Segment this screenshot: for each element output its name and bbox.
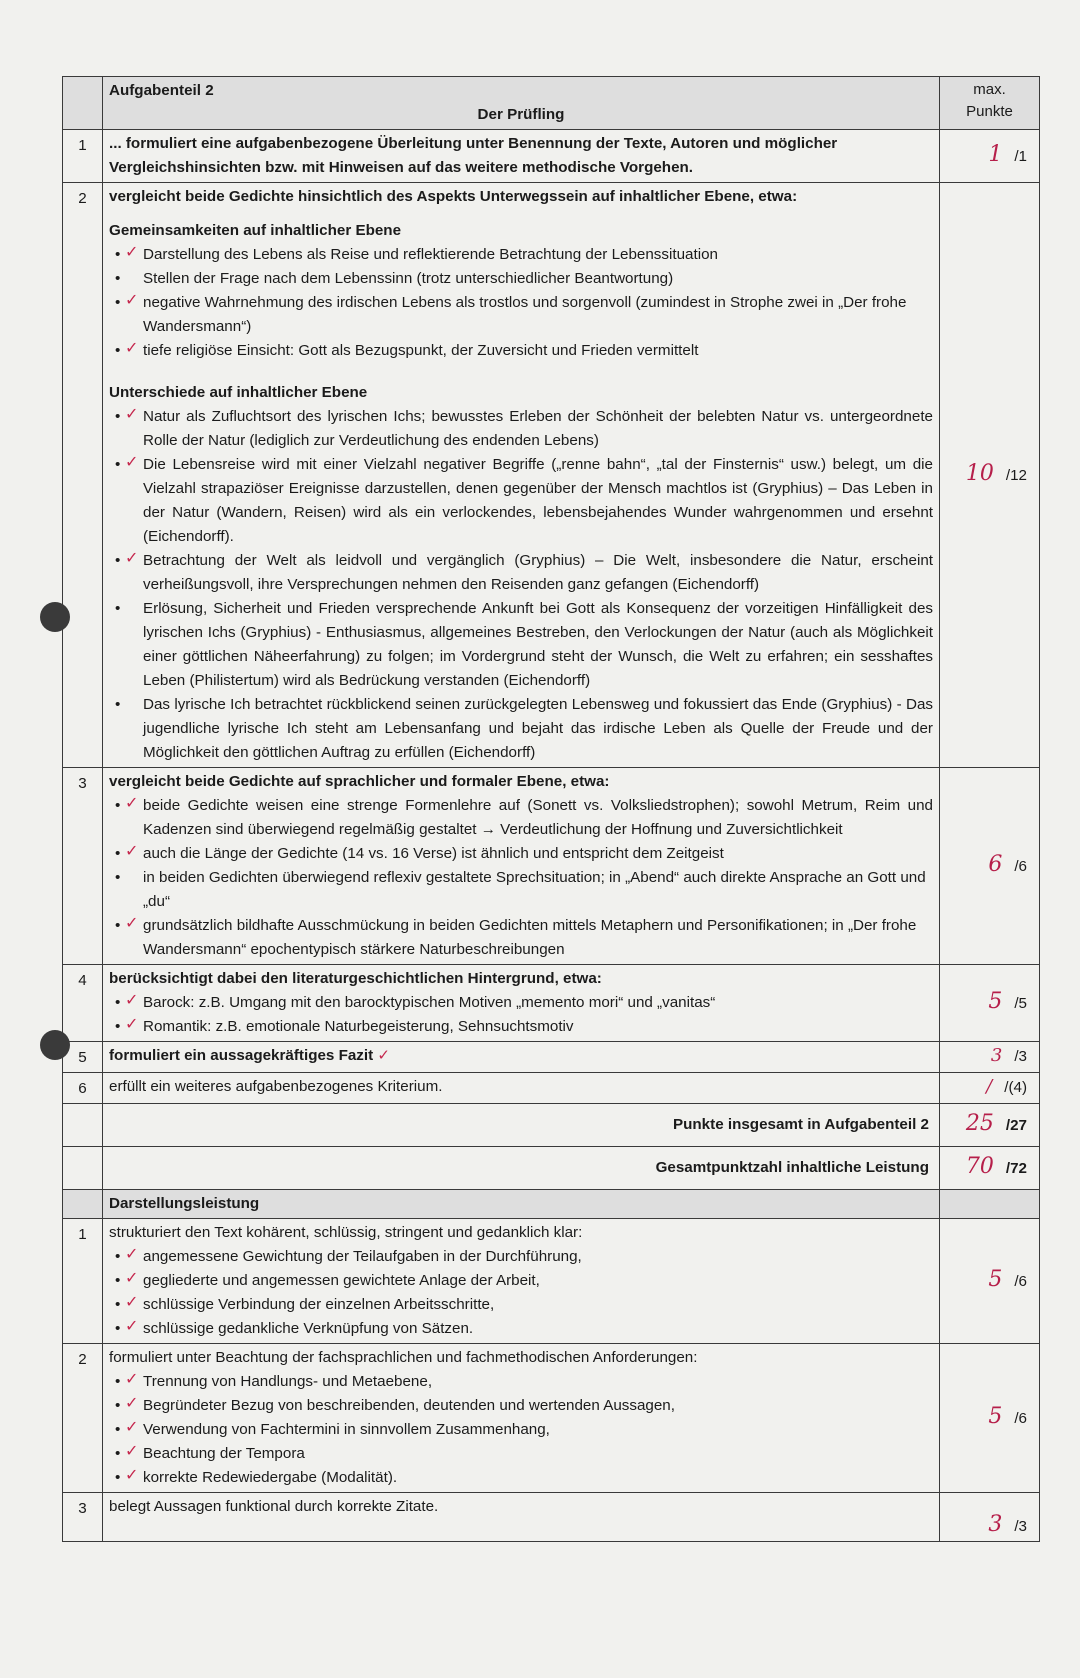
max-score: /3 [1014, 1518, 1027, 1535]
check-icon: ✓ [125, 1371, 139, 1388]
max-score: /72 [1005, 1160, 1027, 1177]
grand-total-row [63, 1147, 1040, 1190]
list-item: • ✓ Verwendung von Fachtermini in sinnvollem Zusammenhang, [109, 1418, 933, 1442]
history-list [109, 991, 933, 1039]
section-subtitle: Der Prüfling [477, 106, 565, 123]
criterion-number: 3 [63, 768, 103, 965]
check-icon: ✓ [125, 1318, 139, 1335]
list-item: • ✓ beide Gedichte weisen eine strenge Formenlehre auf (Sonett vs. Volksliedstrophen); sowohl Metrum, Reim und Kadenzen sind überwiegend regelmäßig gestaltet → Verdeutlichung der Hoffnung und Zuversichtlichkeit [109, 794, 933, 842]
criterion-row-4 [63, 965, 1040, 1042]
list-item: • ✓ Darstellung des Lebens als Reise und reflektierende Betrachtung der Lebenssituation [109, 243, 933, 267]
criterion-row-1 [63, 130, 1040, 183]
list-item: • ✓ schlüssige gedankliche Verknüpfung von Sätzen. [109, 1317, 933, 1341]
max-score: /12 [1005, 467, 1027, 484]
max-score: /3 [1014, 1048, 1027, 1065]
grand-total-score-cell [940, 1147, 1040, 1190]
grading-table [62, 76, 1040, 1542]
grand-total-label: Gesamtpunktzahl inhaltliche Leistung [103, 1147, 940, 1190]
list-item: • ✓ angemessene Gewichtung der Teilaufgaben in der Durchführung, [109, 1245, 933, 1269]
check-icon: ✓ [377, 1047, 391, 1064]
part-total-score-cell [940, 1104, 1040, 1147]
handwritten-score: 3 [990, 1045, 1003, 1066]
criterion-number: 3 [63, 1493, 103, 1542]
check-icon: ✓ [125, 244, 139, 261]
grading-sheet [62, 76, 1040, 1542]
group-title-common: Gemeinsamkeiten auf inhaltlicher Ebene [109, 222, 402, 239]
list-item: • ✓ auch die Länge der Gedichte (14 vs. 16 Verse) ist ähnlich und entspricht dem Zeitgeist [109, 842, 933, 866]
common-list [109, 243, 933, 363]
criterion-text [103, 965, 940, 1042]
darstellung-row-3 [63, 1493, 1040, 1542]
max-score: /5 [1014, 995, 1027, 1012]
differences-list [109, 405, 933, 765]
criterion-text [103, 768, 940, 965]
criterion-text: formuliert ein aussagekräftiges Fazit ✓ [103, 1042, 940, 1073]
check-icon: ✓ [125, 1294, 139, 1311]
criterion-number: 4 [63, 965, 103, 1042]
list-item: • ✓ schlüssige Verbindung der einzelnen Arbeitsschritte, [109, 1293, 933, 1317]
max-score: /27 [1005, 1117, 1027, 1134]
criterion-number: 5 [63, 1042, 103, 1073]
list-item: • ✓ Begründeter Bezug von beschreibenden, deutenden und wertenden Aussagen, [109, 1394, 933, 1418]
criterion-number: 6 [63, 1073, 103, 1104]
score-cell [940, 1042, 1040, 1073]
criterion-lead: vergleicht beide Gedichte hinsichtlich des Aspekts Unterwegssein auf inhaltlicher Ebene, etwa: [109, 188, 798, 205]
list-item: • ✓ Romantik: z.B. emotionale Naturbegeisterung, Sehnsuchtsmotiv [109, 1015, 933, 1039]
check-icon: ✓ [125, 1443, 139, 1460]
criterion-row-3 [63, 768, 1040, 965]
max-score: /6 [1014, 858, 1027, 875]
list-item: • ✓ Betrachtung der Welt als leidvoll und vergänglich (Gryphius) – Die Welt, insbesondere die Natur, erscheint verheißungsvoll, ihre Versprechungen nehmen den Reisenden ganz gefangen (Eichendorff) [109, 549, 933, 597]
check-icon: ✓ [125, 1270, 139, 1287]
handwritten-score: 3 [988, 1512, 1003, 1537]
list-item: • Stellen der Frage nach dem Lebenssinn (trotz unterschiedlicher Beantwortung) [115, 270, 674, 287]
list-item: • ✓ negative Wahrnehmung des irdischen Lebens als trostlos und sorgenvoll (zumindest in Strophe zwei in „Der frohe Wandersmann“) [109, 291, 933, 339]
handwritten-score: 25 [965, 1111, 994, 1136]
check-icon: ✓ [125, 992, 139, 1009]
check-icon: ✓ [125, 1419, 139, 1436]
check-icon: ✓ [125, 1395, 139, 1412]
max-score: /6 [1014, 1273, 1027, 1290]
criterion-lead: strukturiert den Text kohärent, schlüssig, stringent und gedanklich klar: [109, 1224, 583, 1241]
list-item: • Erlösung, Sicherheit und Frieden versprechende Ankunft bei Gott als Konsequenz der vorzeitigen Hinfälligkeit des lyrischen Ichs (Gryphius) - Enthusiasmus, allgemeines Bestreben, den Verlockungen der Natur (auch als Möglichkeit einer göttlichen Näheerfahrung) zu folgen; im Vordergrund steht der Wunsch, die Welt zu erfahren; ein sesshaftes Leben (Philistertum) wird als Bedrückung verstanden (Eichendorff) [115, 600, 933, 689]
list-item: • ✓ Beachtung der Tempora [109, 1442, 933, 1466]
score-cell [940, 768, 1040, 965]
criterion-text: belegt Aussagen funktional durch korrekte Zitate. [103, 1493, 940, 1542]
check-icon: ✓ [125, 550, 139, 567]
check-icon: ✓ [125, 340, 139, 357]
list-item: • ✓ korrekte Redewiedergabe (Modalität). [109, 1466, 933, 1490]
criterion-row-2 [63, 183, 1040, 768]
score-cell [940, 965, 1040, 1042]
criterion-lead: formuliert unter Beachtung der fachsprachlichen und fachmethodischen Anforderungen: [109, 1349, 698, 1366]
check-icon: ✓ [125, 1246, 139, 1263]
check-icon: ✓ [125, 454, 139, 471]
score-cell [940, 1344, 1040, 1493]
handwritten-score: 6 [988, 852, 1003, 877]
darstellung-row-1 [63, 1219, 1040, 1344]
handwritten-score: 70 [965, 1154, 994, 1179]
handwritten-score: / [986, 1076, 993, 1097]
handwritten-score: 10 [965, 461, 994, 486]
criterion-number: 2 [63, 183, 103, 768]
criterion-lead: vergleicht beide Gedichte auf sprachlicher und formaler Ebene, etwa: [109, 773, 610, 790]
handwritten-score: 5 [988, 1267, 1003, 1292]
criterion-row-6 [63, 1073, 1040, 1104]
header-title-cell [103, 77, 940, 130]
check-icon: ✓ [125, 406, 139, 423]
darstellung-title: Darstellungsleistung [103, 1190, 940, 1219]
criterion-lead: berücksichtigt dabei den literaturgeschichtlichen Hintergrund, etwa: [109, 970, 602, 987]
criterion-text: ... formuliert eine aufgabenbezogene Überleitung unter Benennung der Texte, Autoren und möglicher Vergleichshinsichten bzw. mit Hinweisen auf das weitere methodische Vorgehen. [103, 130, 940, 183]
group-title-differences: Unterschiede auf inhaltlicher Ebene [109, 384, 368, 401]
list-item: • ✓ Barock: z.B. Umgang mit den barocktypischen Motiven „memento mori“ und „vanitas“ [109, 991, 933, 1015]
list-item: • in beiden Gedichten überwiegend reflexiv gestaltete Sprechsituation; in „Abend“ auch direkte Ansprache an Gott und „du“ [115, 869, 926, 910]
list-item: • ✓ Die Lebensreise wird mit einer Vielzahl negativer Begriffe („renne bahn“, „tal der Finsternis“ usw.) belegt, um die Vielzahl strapaziöser Ereignisse darzustellen, denen gegenüber der Mensch machtlos ist (Gryphius) – Das Leben in der Natur (Wandern, Reisen) wird als ein verlockendes, lebensbejahendes Wunder wahrgenommen und ersehnt (Eichendorff). [109, 453, 933, 549]
list-item: • ✓ Trennung von Handlungs- und Metaebene, [109, 1370, 933, 1394]
criterion-number: 2 [63, 1344, 103, 1493]
check-icon: ✓ [125, 795, 139, 812]
part-total-label: Punkte insgesamt in Aufgabenteil 2 [103, 1104, 940, 1147]
check-icon: ✓ [125, 843, 139, 860]
criterion-text: erfüllt ein weiteres aufgabenbezogenes Kriterium. [103, 1073, 940, 1104]
score-cell [940, 183, 1040, 768]
check-icon: ✓ [125, 1467, 139, 1484]
criterion-text [103, 1344, 940, 1493]
list-item: • ✓ grundsätzlich bildhafte Ausschmückung in beiden Gedichten mittels Metaphern und Personifikationen; in „Der frohe Wandersmann“ epochentypisch stärkere Naturbeschreibungen [109, 914, 933, 962]
section-title: Aufgabenteil 2 [109, 82, 214, 99]
header-num-cell [63, 77, 103, 130]
criterion-text [103, 183, 940, 768]
formal-list [109, 794, 933, 962]
part-total-row [63, 1104, 1040, 1147]
list-item: • ✓ tiefe religiöse Einsicht: Gott als Bezugspunkt, der Zuversicht und Frieden vermittelt [109, 339, 933, 363]
handwritten-score: 1 [988, 142, 1003, 167]
score-cell [940, 1219, 1040, 1344]
max-score: /(4) [1004, 1079, 1027, 1096]
header-row [63, 77, 1040, 130]
darstellung-header-row [63, 1190, 1040, 1219]
check-icon: ✓ [125, 1016, 139, 1033]
max-points-header: max. Punkte [940, 77, 1040, 130]
list-item: • Das lyrische Ich betrachtet rückblickend seinen zurückgelegten Lebensweg und fokussiert das Ende (Gryphius) - Das jugendliche lyrische Ich steht am Lebensanfang und bejaht das irdische Leben als Quelle der Freude und der Möglichkeit den göttlichen Auftrag zu erfüllen (Eichendorff) [115, 696, 933, 761]
score-cell [940, 1493, 1040, 1542]
list-item: • ✓ gegliederte und angemessen gewichtete Anlage der Arbeit, [109, 1269, 933, 1293]
handwritten-score: 5 [988, 989, 1003, 1014]
check-icon: ✓ [125, 292, 139, 309]
criterion-number: 1 [63, 1219, 103, 1344]
score-cell [940, 1073, 1040, 1104]
max-score: /1 [1014, 148, 1027, 165]
criterion-number: 1 [63, 130, 103, 183]
score-cell [940, 130, 1040, 183]
max-score: /6 [1014, 1410, 1027, 1427]
handwritten-score: 5 [988, 1404, 1003, 1429]
criterion-row-5 [63, 1042, 1040, 1073]
criterion-text [103, 1219, 940, 1344]
check-icon: ✓ [125, 915, 139, 932]
list-item: • ✓ Natur als Zufluchtsort des lyrischen Ichs; bewusstes Erleben der Schönheit der belebten Natur vs. untergeordnete Rolle der Natur (lediglich zur Verdeutlichung des endenden Lebens) [109, 405, 933, 453]
darstellung-row-2 [63, 1344, 1040, 1493]
